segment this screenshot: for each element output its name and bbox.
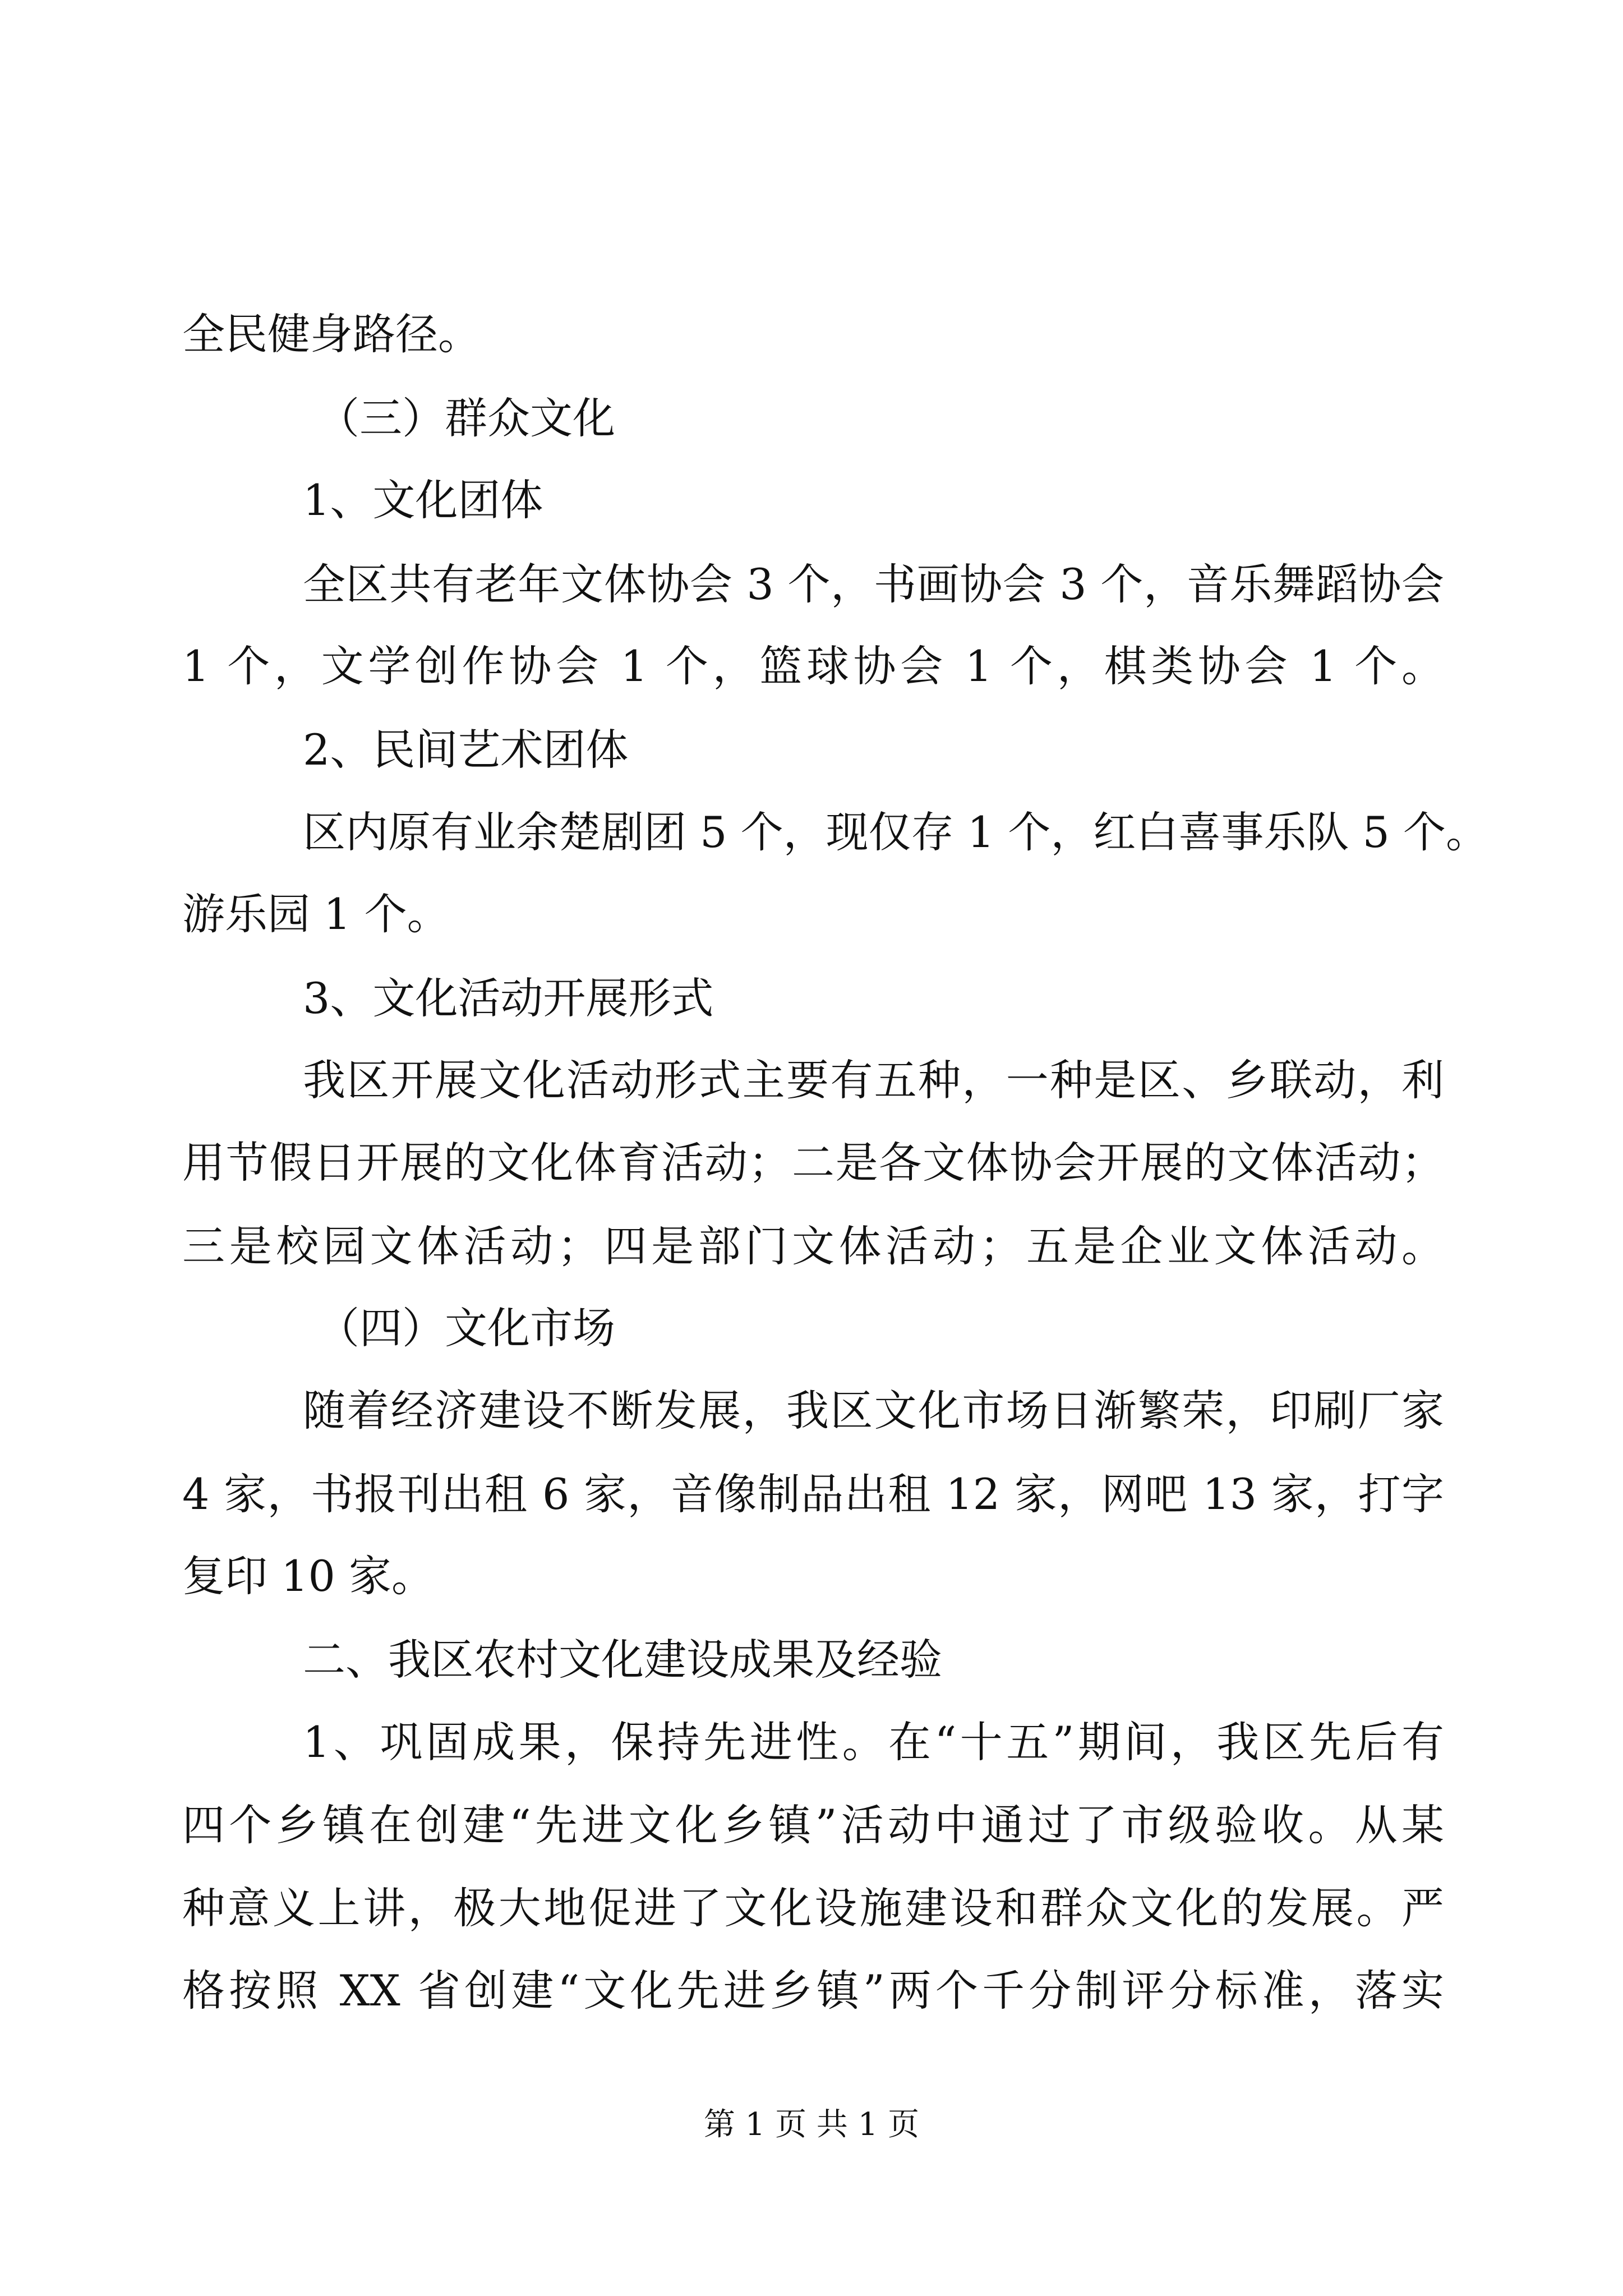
line-11: 用节假日开展的文化体育活动；二是各文体协会开展的文体活动； bbox=[182, 1138, 1444, 1188]
subheading-3: 3、文化活动开展形式 bbox=[303, 973, 714, 1023]
line-10: 我区开展文化活动形式主要有五种，一种是区、乡联动，利 bbox=[303, 1055, 1444, 1105]
page-footer: 第 1 页 共 1 页 bbox=[703, 2106, 920, 2143]
line-4: 全区共有老年文体协会 3 个，书画协会 3 个，音乐舞蹈协会 bbox=[303, 559, 1444, 609]
line-7: 区内原有业余楚剧团 5 个，现仅存 1 个，红白喜事乐队 5 个。 bbox=[303, 807, 1489, 857]
line-20: 种意义上讲，极大地促进了文化设施建设和群众文化的发展。严 bbox=[182, 1883, 1444, 1933]
section-heading-4: （四）文化市场 bbox=[317, 1303, 615, 1353]
line-12: 三是校园文体活动；四是部门文体活动；五是企业文体活动。 bbox=[182, 1221, 1444, 1271]
line-16: 复印 10 家。 bbox=[182, 1551, 435, 1601]
chapter-heading-2: 二、我区农村文化建设成果及经验 bbox=[303, 1635, 942, 1685]
line-18: 1、巩固成果，保持先进性。在“十五”期间，我区先后有 bbox=[303, 1717, 1444, 1767]
line-5: 1 个，文学创作协会 1 个，篮球协会 1 个，棋类协会 1 个。 bbox=[182, 641, 1444, 691]
line-8: 游乐园 1 个。 bbox=[182, 889, 450, 939]
line-14: 随着经济建设不断发展，我区文化市场日渐繁荣，印刷厂家 bbox=[303, 1386, 1444, 1435]
subheading-2: 2、民间艺术团体 bbox=[303, 725, 629, 775]
section-heading-3: （三）群众文化 bbox=[317, 393, 615, 443]
line-1: 全民健身路径。 bbox=[182, 309, 481, 359]
subheading-1: 1、文化团体 bbox=[303, 475, 543, 525]
line-15: 4 家，书报刊出租 6 家，音像制品出租 12 家，网吧 13 家，打字 bbox=[182, 1469, 1444, 1519]
line-19: 四个乡镇在创建“先进文化乡镇”活动中通过了市级验收。从某 bbox=[182, 1800, 1444, 1850]
line-21: 格按照 XX 省创建“文化先进乡镇”两个千分制评分标准，落实 bbox=[182, 1966, 1444, 2016]
